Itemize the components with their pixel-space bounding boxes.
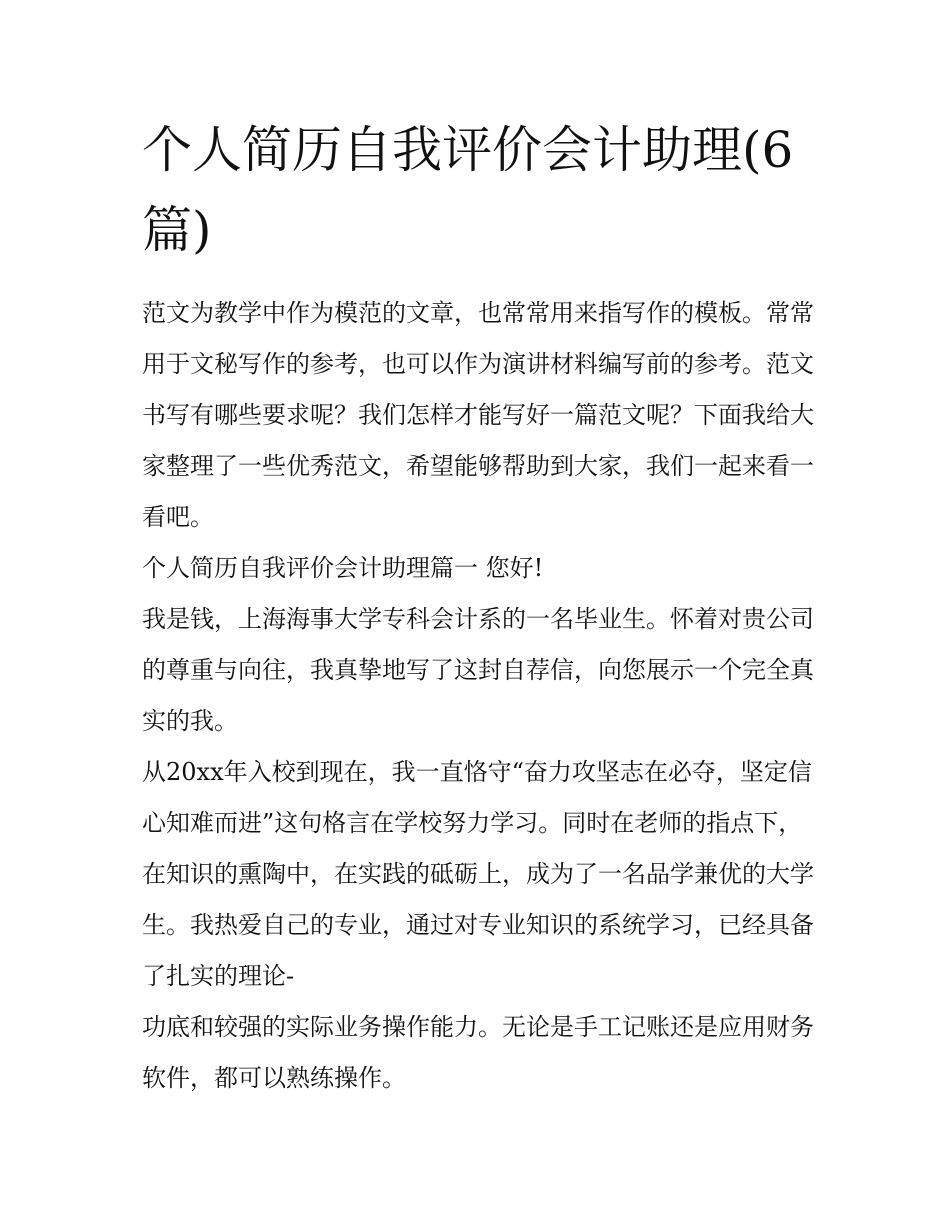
document-title: 个人简历自我评价会计助理(6篇)	[142, 121, 794, 259]
body-paragraph-3: 功底和较强的实际业务操作能力。无论是手工记账还是应用财务软件，都可以熟练操作。	[142, 1013, 814, 1092]
document-page	[142, 110, 814, 1104]
intro-paragraph: 范文为教学中作为模范的文章，也常常用来指写作的模板。常常用于文秘写作的参考，也可以作为演讲材料编写前的参考。范文书写有哪些要求呢？我们怎样才能写好一篇范文呢？下面我给大家整理了一些优秀范文，希望能够帮助到大家，我们一起来看一看吧。	[142, 299, 814, 531]
body-paragraph-2: 从20xx年入校到现在，我一直恪守“奋力攻坚志在必夺，坚定信心知难而进”这句格言在学校努力学习。同时在老师的指点下，在知识的熏陶中，在实践的砥砺上，成为了一名品学兼优的大学生。我热爱自己的专业，通过对专业知识的系统学习，已经具备了扎实的理论-	[142, 758, 814, 990]
body-paragraph-1: 我是钱，上海海事大学专科会计系的一名毕业生。怀着对贵公司的尊重与向往，我真挚地写了这封自荐信，向您展示一个完全真实的我。	[142, 605, 814, 735]
section-heading-paragraph: 个人简历自我评价会计助理篇一 您好!	[142, 554, 544, 582]
